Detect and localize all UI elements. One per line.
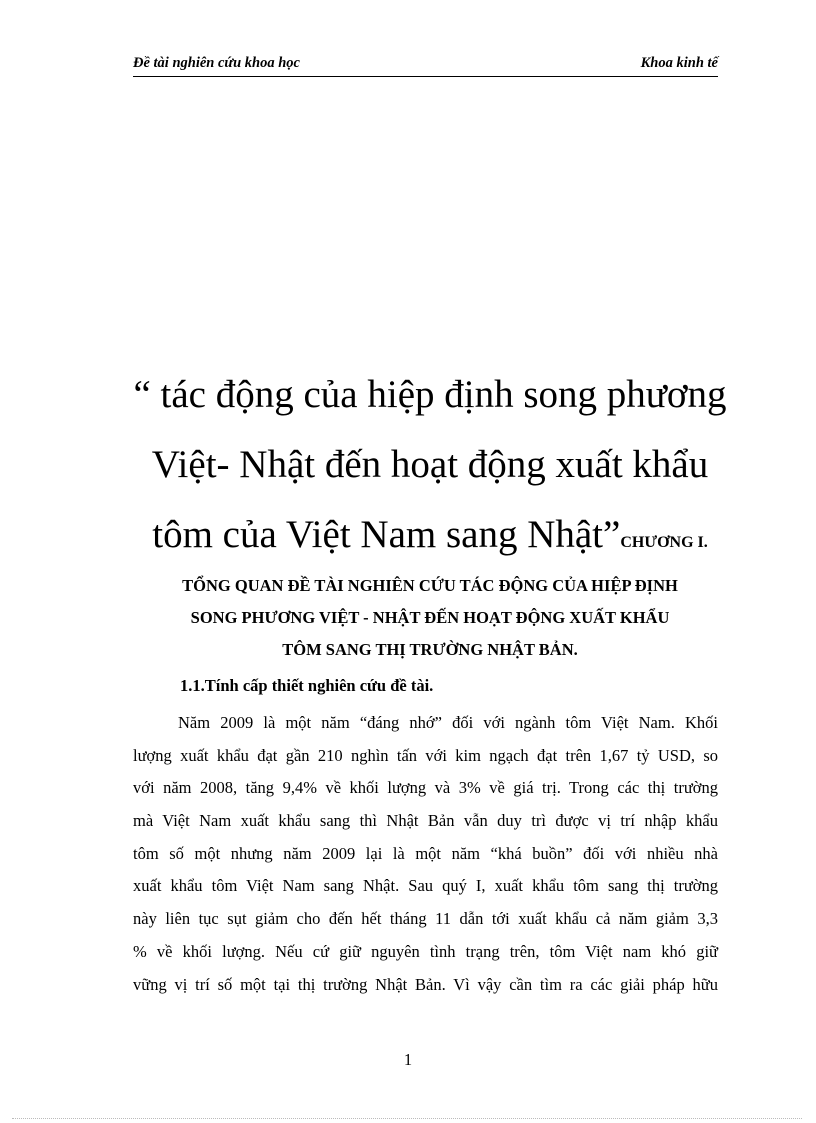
title-line-with-chapter	[120, 500, 740, 578]
title-line: tôm của Việt Nam sang Nhật”	[152, 513, 621, 556]
document-title	[120, 360, 740, 578]
chapter-label: CHƯƠNG I.	[620, 534, 708, 551]
chapter-heading-line: TỔNG QUAN ĐỀ TÀI NGHIÊN CỨU TÁC ĐỘNG CỦA HIỆP ĐỊNH	[182, 576, 678, 595]
header-left-text: Đề tài nghiên cứu khoa học	[133, 55, 300, 71]
title-line: Việt- Nhật đến hoạt động xuất khẩu	[151, 443, 709, 486]
page-number: 1	[403, 1050, 413, 1069]
chapter-heading-line: TÔM SANG THỊ TRƯỜNG NHẬT BẢN.	[282, 640, 578, 659]
body-line: mà Việt Nam xuất khẩu sang thì Nhật Bản vẫn duy trì được vị trí nhập khẩu	[133, 811, 718, 831]
body-line: với năm 2008, tăng 9,4% về khối lượng và 3% về giá trị. Trong các thị trường	[133, 778, 718, 798]
chapter-heading	[120, 570, 740, 666]
body-line: tôm số một nhưng năm 2009 lại là một năm “khá buồn” đối với nhiều nhà	[133, 843, 718, 863]
body-line: Năm 2009 là một năm “đáng nhớ” đối với ngành tôm Việt Nam. Khối	[178, 713, 718, 732]
section-heading: 1.1.Tính cấp thiết nghiên cứu đề tài.	[180, 676, 434, 695]
title-line: “ tác động của hiệp định song phương	[133, 373, 727, 416]
body-line: % về khối lượng. Nếu cứ giữ nguyên tình trạng trên, tôm Việt nam khó giữ	[133, 941, 718, 961]
chapter-heading-line: SONG PHƯƠNG VIỆT - NHẬT ĐẾN HOẠT ĐỘNG XUẤT KHẨU	[190, 608, 670, 627]
body-line: xuất khẩu tôm Việt Nam sang Nhật. Sau quý I, xuất khẩu tôm sang thị trường	[133, 876, 718, 896]
page-bottom-divider	[12, 1118, 802, 1119]
body-line: lượng xuất khẩu đạt gần 210 nghìn tấn với kim ngạch đạt trên 1,67 tỷ USD, so	[133, 745, 718, 765]
body-line: vững vị trí số một tại thị trường Nhật Bản. Vì vậy cần tìm ra các giải pháp hữu	[133, 974, 718, 994]
body-line: này liên tục sụt giảm cho đến hết tháng 11 dẫn tới xuất khẩu cả năm giảm 3,3	[133, 909, 718, 929]
header-right-text: Khoa kinh tế	[640, 55, 718, 71]
body-paragraph	[133, 707, 718, 1001]
running-header	[133, 54, 718, 77]
